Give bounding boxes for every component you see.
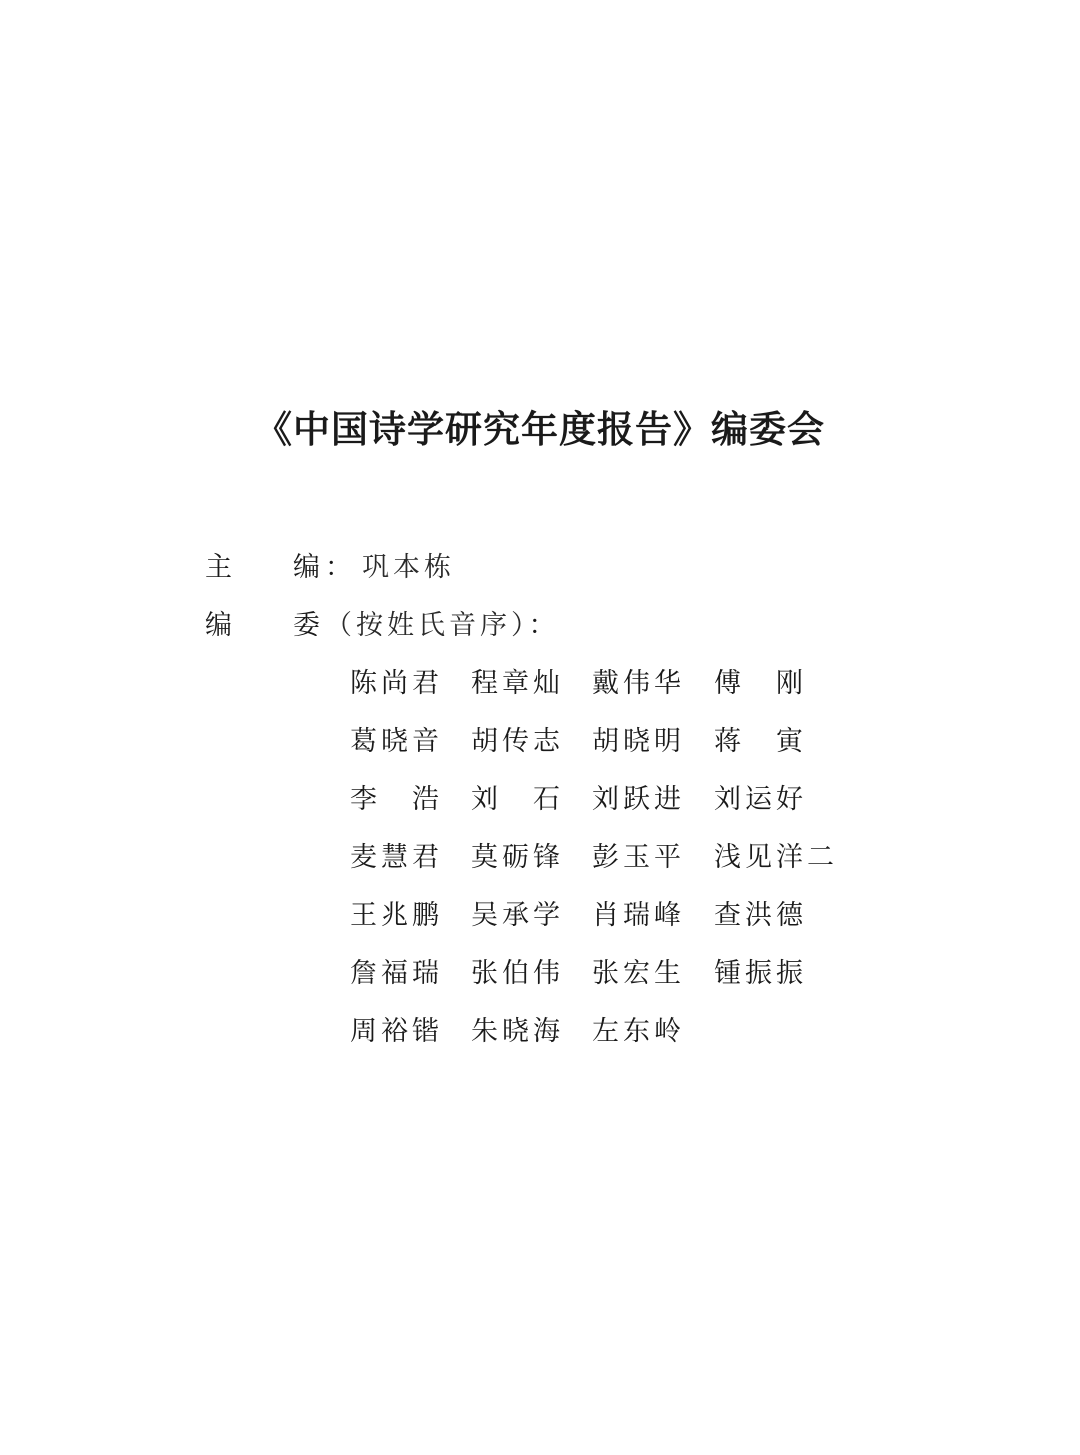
member-name: 戴伟华 bbox=[592, 668, 685, 699]
page-title: 《中国诗学研究年度报告》编委会 bbox=[255, 407, 825, 451]
member-name: 锺振振 bbox=[714, 958, 807, 989]
member-row bbox=[350, 1012, 870, 1070]
member-name: 张宏生 bbox=[592, 958, 685, 989]
member-name: 彭玉平 bbox=[592, 842, 685, 873]
member-name: 张伯伟 bbox=[471, 958, 564, 989]
chief-editor-detail bbox=[325, 548, 455, 588]
role-colon: ： bbox=[528, 610, 556, 641]
ordering-note: （按姓氏音序） bbox=[325, 610, 529, 641]
role-char: 编 bbox=[205, 610, 232, 641]
member-name: 程章灿 bbox=[471, 668, 564, 699]
member-name: 莫砺锋 bbox=[471, 842, 564, 873]
committee-detail bbox=[325, 606, 556, 646]
member-name: 葛晓音 bbox=[350, 726, 443, 757]
member-row bbox=[350, 838, 870, 896]
member-name: 朱晓海 bbox=[471, 1016, 564, 1047]
member-row bbox=[350, 664, 870, 722]
member-name: 李 浩 bbox=[350, 784, 443, 815]
member-row bbox=[350, 954, 870, 1012]
member-name: 左东岭 bbox=[592, 1016, 685, 1047]
member-name: 陈尚君 bbox=[350, 668, 443, 699]
member-name: 麦慧君 bbox=[350, 842, 443, 873]
member-name: 傅 刚 bbox=[714, 668, 807, 699]
member-name: 肖瑞峰 bbox=[592, 900, 685, 931]
member-name: 王兆鹏 bbox=[350, 900, 443, 931]
member-name: 蒋 寅 bbox=[714, 726, 807, 757]
role-colon: ： bbox=[325, 552, 352, 583]
member-name: 詹福瑞 bbox=[350, 958, 443, 989]
committee-member-list bbox=[350, 664, 870, 1070]
role-char: 委 bbox=[293, 610, 320, 641]
member-row bbox=[350, 722, 870, 780]
role-char: 主 bbox=[205, 552, 232, 583]
member-name: 浅见洋二 bbox=[714, 842, 838, 873]
member-name: 周裕锴 bbox=[350, 1016, 443, 1047]
member-row bbox=[350, 780, 870, 838]
role-char: 编 bbox=[293, 552, 320, 583]
member-name: 胡传志 bbox=[471, 726, 564, 757]
member-row bbox=[350, 896, 870, 954]
chief-editor-name: 巩本栋 bbox=[362, 552, 455, 583]
member-name: 刘运好 bbox=[714, 784, 807, 815]
member-name: 查洪德 bbox=[714, 900, 807, 931]
member-name: 吴承学 bbox=[471, 900, 564, 931]
member-name: 胡晓明 bbox=[592, 726, 685, 757]
member-name: 刘 石 bbox=[471, 784, 564, 815]
member-name: 刘跃进 bbox=[592, 784, 685, 815]
